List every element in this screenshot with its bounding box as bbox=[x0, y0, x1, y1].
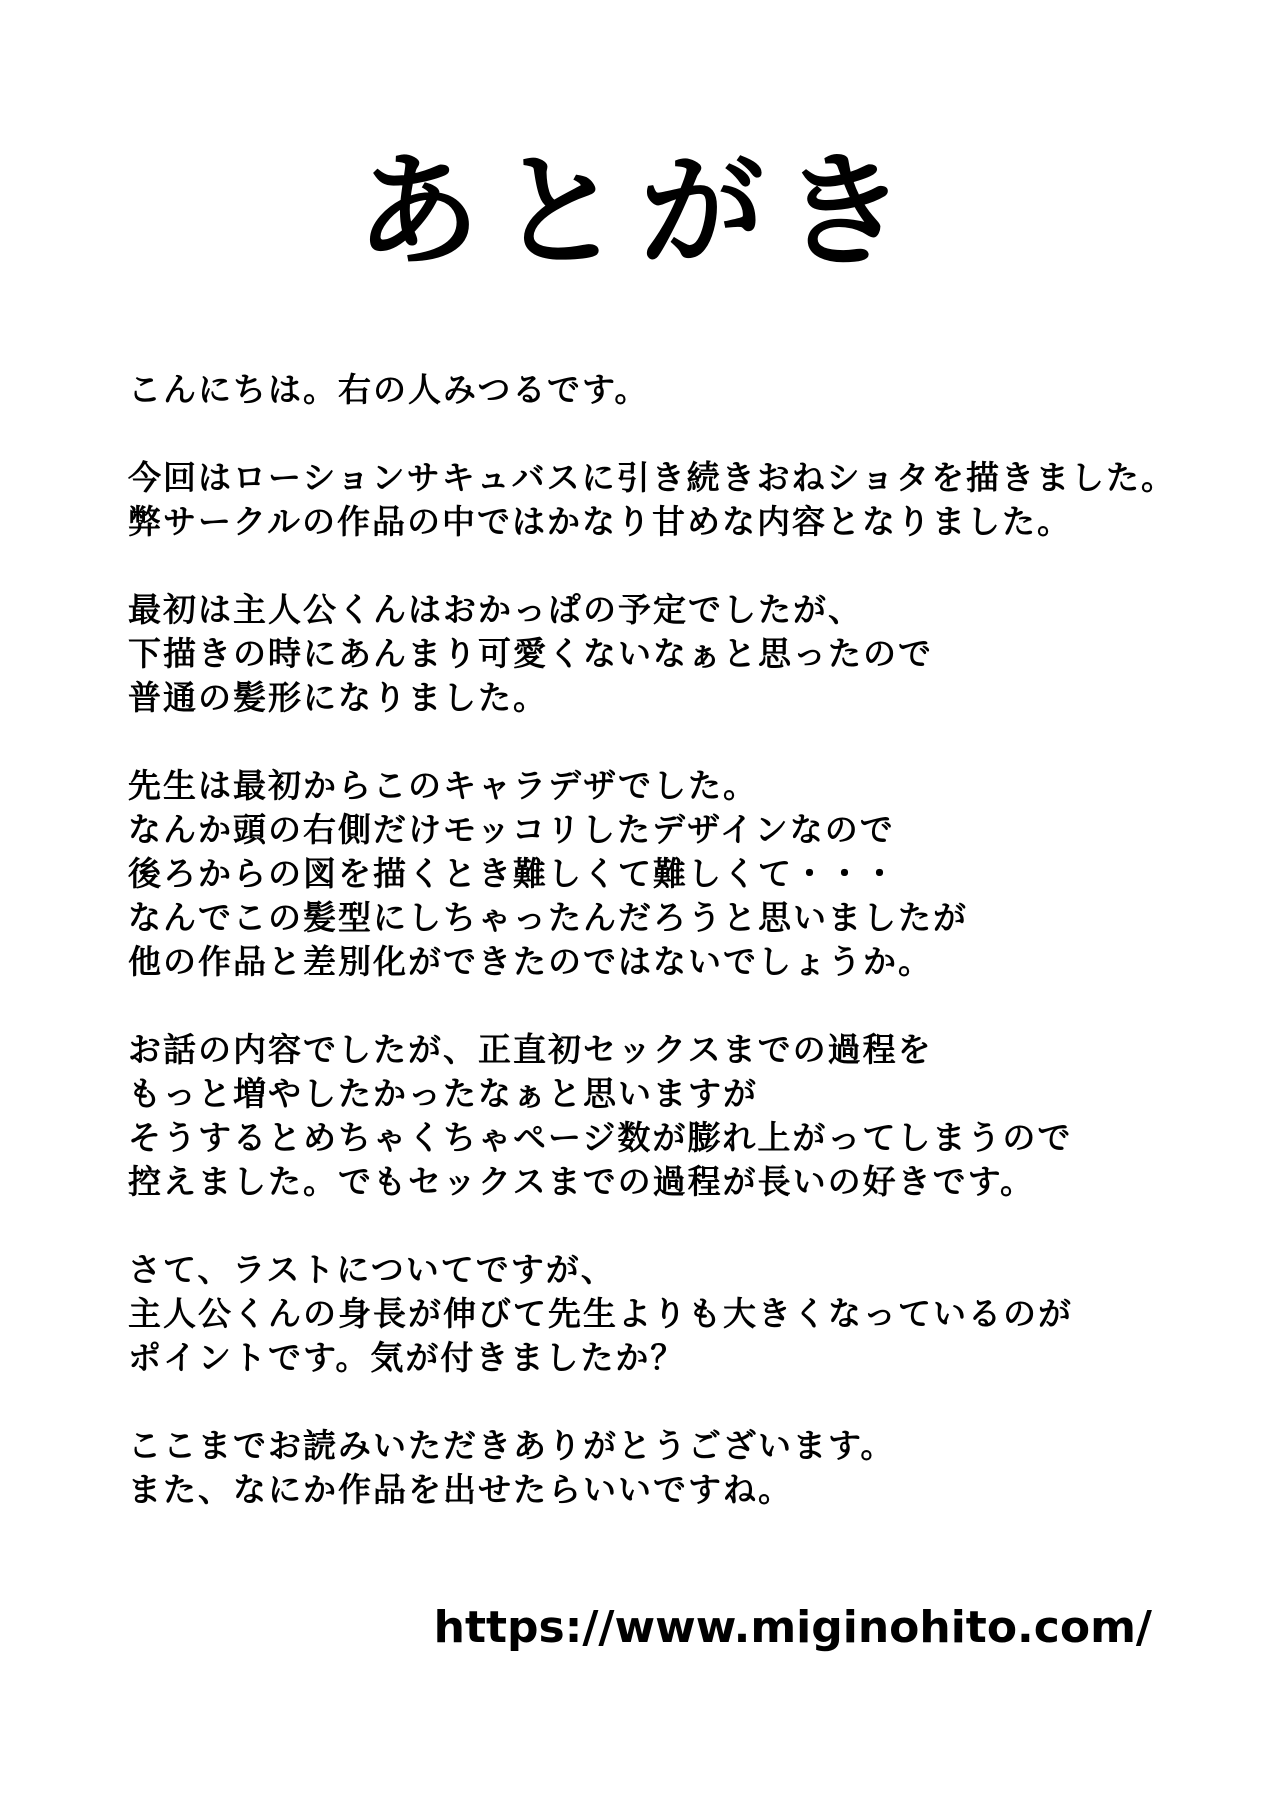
text-line: 控えました。でもセックスまでの過程が長いの好きです。 bbox=[128, 1162, 1036, 1201]
text-line: 後ろからの図を描くとき難しくて難しくて・・・ bbox=[128, 854, 898, 893]
text-line: お話の内容でしたが、正直初セックスまでの過程を bbox=[128, 1030, 933, 1069]
text-line: さて、ラストについてですが、 bbox=[128, 1250, 616, 1289]
text-line: 他の作品と差別化ができたのではないでしょうか。 bbox=[128, 942, 933, 981]
website-url: https://www.miginohito.com/ bbox=[433, 1602, 1152, 1653]
text-line: 普通の髪形になりました。 bbox=[128, 678, 548, 717]
text-line: 下描きの時にあんまり可愛くないなぁと思ったので bbox=[128, 634, 933, 673]
text-line: なんでこの髪型にしちゃったんだろうと思いましたが bbox=[128, 898, 968, 937]
text-line: 最初は主人公くんはおかっぱの予定でしたが、 bbox=[128, 590, 863, 629]
text-line: そうするとめちゃくちゃページ数が膨れ上がってしまうので bbox=[128, 1118, 1073, 1157]
text-line: ポイントです。気が付きましたか？ bbox=[128, 1338, 686, 1377]
paragraph-about-work bbox=[128, 456, 1208, 544]
paragraph-protagonist-design bbox=[128, 588, 1208, 720]
afterword-body bbox=[128, 368, 1208, 1556]
page-title: あとがき bbox=[355, 139, 924, 284]
paragraph-thanks bbox=[128, 1424, 1208, 1512]
text-line: なんか頭の右側だけモッコリしたデザインなので bbox=[128, 810, 895, 849]
text-line: 弊サークルの作品の中ではかなり甘めな内容となりました。 bbox=[128, 502, 1073, 541]
paragraph-story-content bbox=[128, 1028, 1208, 1204]
text-line: こんにちは。右の人みつるです。 bbox=[128, 370, 650, 409]
text-line: もっと増やしたかったなぁと思いますが bbox=[128, 1074, 758, 1113]
paragraph-teacher-design bbox=[128, 764, 1208, 984]
paragraph-ending bbox=[128, 1248, 1208, 1380]
text-line: 先生は最初からこのキャラデザでした。 bbox=[128, 766, 758, 805]
text-line: ここまでお読みいただきありがとうございます。 bbox=[128, 1426, 896, 1465]
text-line: 主人公くんの身長が伸びて先生よりも大きくなっているのが bbox=[128, 1294, 1073, 1333]
paragraph-greeting bbox=[128, 368, 1208, 412]
text-line: また、なにか作品を出せたらいいですね。 bbox=[128, 1470, 793, 1509]
text-line: 今回はローションサキュバスに引き続きおねショタを描きました。 bbox=[128, 458, 1177, 497]
